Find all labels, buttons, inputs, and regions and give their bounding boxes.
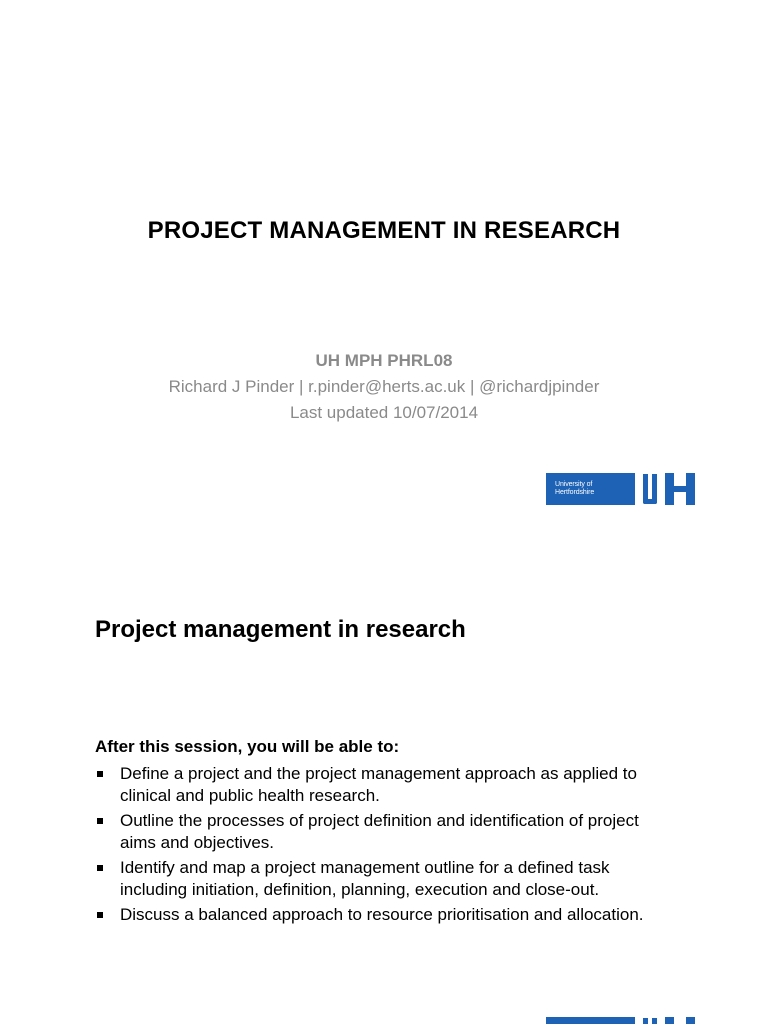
- logo-wordmark: [546, 473, 635, 505]
- logo-h-letter: [665, 473, 695, 505]
- list-item: [95, 904, 675, 926]
- list-item: [95, 857, 675, 900]
- logo-line-1: University of: [555, 481, 593, 488]
- bullet-icon: [97, 818, 103, 824]
- logo-u-letter: [643, 1018, 657, 1024]
- university-logo: [546, 473, 695, 505]
- list-item: [95, 810, 675, 853]
- logo-h-letter: [665, 1017, 695, 1024]
- bullet-icon: [97, 865, 103, 871]
- university-logo-partial: [546, 1017, 695, 1024]
- objectives-slide: [0, 576, 768, 1024]
- objective-text: Outline the processes of project definition and identification of project aims and objectives.: [120, 811, 639, 852]
- presentation-meta: [0, 348, 768, 426]
- author-line: Richard J Pinder | r.pinder@herts.ac.uk | @richardjpinder: [168, 377, 600, 396]
- last-updated: Last updated 10/07/2014: [289, 403, 479, 422]
- objective-text: Identify and map a project management outline for a defined task including initiation, definition, planning, execution and close-out.: [120, 858, 610, 899]
- logo-uh-mark: [643, 473, 695, 505]
- presentation-title: PROJECT MANAGEMENT IN RESEARCH: [147, 217, 621, 244]
- bullet-icon: [97, 771, 103, 777]
- bullet-icon: [97, 912, 103, 918]
- objectives-list: [95, 763, 675, 930]
- slide-heading: Project management in research: [95, 616, 466, 643]
- logo-line-2: Hertfordshire: [555, 489, 595, 496]
- course-code: UH MPH PHRL08: [315, 351, 453, 370]
- list-item: [95, 763, 675, 806]
- objectives-intro: After this session, you will be able to:: [95, 737, 400, 756]
- logo-wordmark: [546, 1017, 635, 1024]
- objective-text: Discuss a balanced approach to resource prioritisation and allocation.: [120, 905, 644, 924]
- objective-text: Define a project and the project management approach as applied to clinical and public health research.: [120, 764, 637, 805]
- logo-u-letter: [643, 474, 657, 504]
- logo-uh-mark: [643, 1017, 695, 1024]
